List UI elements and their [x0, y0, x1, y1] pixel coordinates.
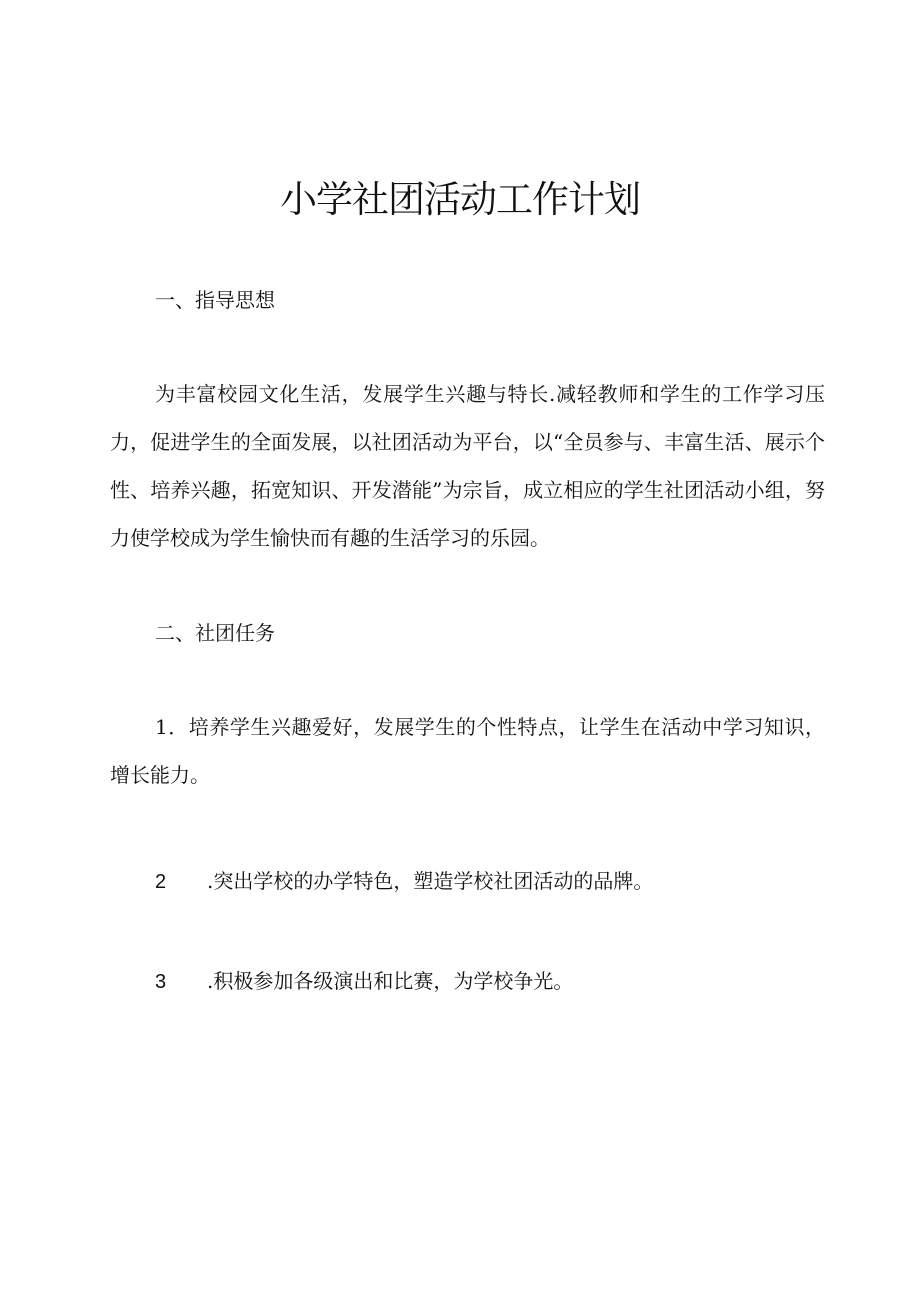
section-paragraph-guiding-ideology: 为丰富校园文化生活，发展学生兴趣与特长.减轻教师和学生的工作学习压力，促进学生的全面发展，以社团活动为平台，以“全员参与、丰富生活、展示个性、培养兴趣，拓宽知识、开发潜能”为宗旨，成立相应的学生社团活动小组，努力使学校成为学生愉快而有趣的生活学习的乐园。	[110, 382, 825, 550]
task-item-3-text: .积极参加各级演出和比赛，为学校争光。	[207, 969, 574, 993]
task-item-3-number: 3	[155, 971, 167, 993]
task-item-3	[155, 966, 573, 997]
task-item-2-number: 2	[155, 871, 167, 893]
page-title: 小学社团活动工作计划	[280, 178, 640, 221]
task-item-1: 1．培养学生兴趣爱好，发展学生的个性特点，让学生在活动中学习知识，增长能力。	[110, 715, 825, 787]
section-heading-guiding-ideology: 一、指导思想	[155, 288, 275, 312]
task-item-2	[155, 866, 653, 897]
section-heading-club-tasks: 二、社团任务	[155, 621, 275, 645]
task-item-2-text: .突出学校的办学特色，塑造学校社团活动的品牌。	[207, 869, 654, 893]
